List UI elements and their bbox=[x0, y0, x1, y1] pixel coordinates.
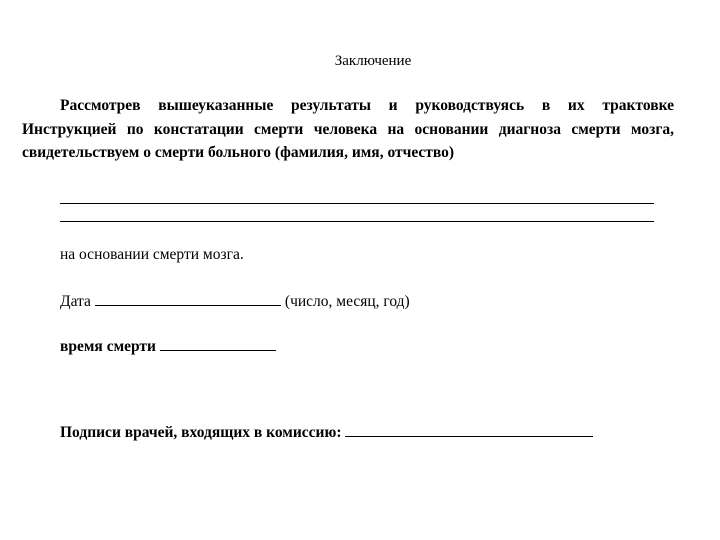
date-hint: (число, месяц, год) bbox=[284, 293, 410, 310]
patient-name-line-2[interactable] bbox=[60, 221, 654, 222]
time-row bbox=[60, 336, 280, 356]
signatures-blank[interactable] bbox=[345, 422, 593, 437]
basis-text: на основании смерти мозга. bbox=[60, 246, 244, 263]
date-blank[interactable] bbox=[95, 291, 281, 306]
time-blank[interactable] bbox=[160, 336, 276, 351]
time-label: время смерти bbox=[60, 338, 156, 355]
date-label: Дата bbox=[60, 293, 91, 310]
date-row bbox=[60, 291, 410, 311]
patient-name-line-1[interactable] bbox=[60, 203, 654, 204]
signatures-row bbox=[60, 422, 597, 442]
document-title: Заключение bbox=[334, 53, 412, 69]
conclusion-paragraph: Рассмотрев вышеуказанные результаты и руководствуясь в их трактовке Инструкцией по констатации смерти человека на основании диагноза смерти мозга, свидетельствуем о смерти больного (фамилия, имя, отчество) bbox=[22, 97, 674, 161]
signatures-label: Подписи врачей, входящих в комиссию: bbox=[60, 424, 342, 441]
